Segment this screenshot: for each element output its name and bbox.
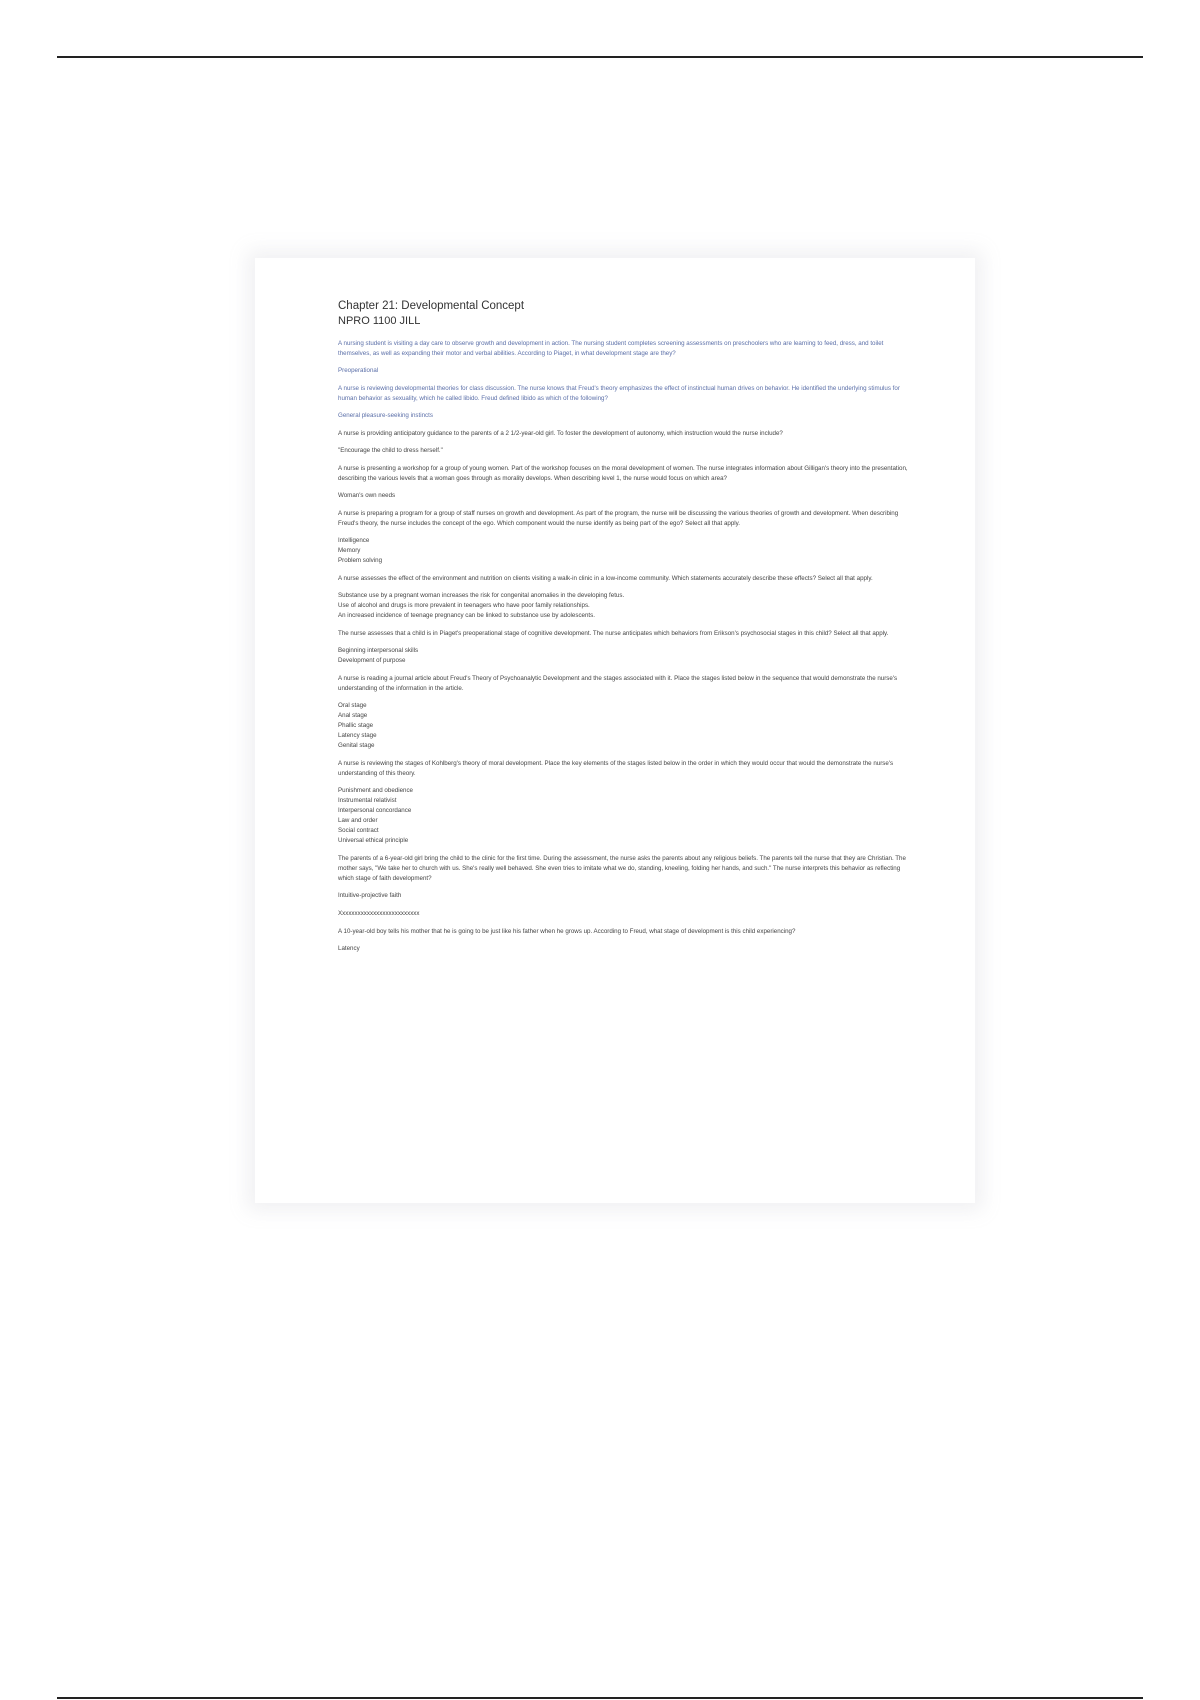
answer-text: Latency stage xyxy=(338,732,377,739)
question-text: A nurse is reviewing developmental theories for class discussion. The nurse knows that Freud's theory emphasizes the effect of instinctual human drives on behavior. He identified the underlying stimulus for human behavior as sexuality, which he called libido. Freud defined libido as which of the following? xyxy=(338,385,900,402)
question-text: A 10-year-old boy tells his mother that he is going to be just like his father when he grows up. According to Freud, what stage of development is this child experiencing? xyxy=(338,928,796,935)
question-text: A nurse is preparing a program for a group of staff nurses on growth and development. As part of the program, the nurse will be discussing the various theories of growth and development. When describing Freud's theory, the nurse includes the concept of the ego. Which component would the nurse identify as being part of the ego? Select all that apply. xyxy=(338,510,899,527)
answer-text: Intelligence xyxy=(338,537,370,544)
answer-list xyxy=(338,701,916,751)
answer-text: Latency xyxy=(338,945,360,952)
answer-list xyxy=(338,891,916,901)
answer-list xyxy=(338,411,916,421)
question-text: The nurse assesses that a child is in Piaget's preoperational stage of cognitive development. The nurse anticipates which behaviors from Erikson's psychosocial stages in this child? Select all that apply. xyxy=(338,630,889,637)
answer-text: Instrumental relativist xyxy=(338,797,397,804)
bottom-rule xyxy=(57,1697,1143,1699)
question-text: A nurse is presenting a workshop for a group of young women. Part of the workshop focuses on the moral development of women. The nurse integrates information about Gilligan's theory into the presentation, describing the various levels that a woman goes through as morality develops. When describing level 1, the nurse would focus on which area? xyxy=(338,465,908,482)
answer-text: Genital stage xyxy=(338,742,375,749)
answer-text: Intuitive-projective faith xyxy=(338,892,402,899)
answer-text: Problem solving xyxy=(338,557,383,564)
answer-text: Punishment and obedience xyxy=(338,787,413,794)
answer-list xyxy=(338,491,916,501)
answer-text: Beginning interpersonal skills xyxy=(338,647,419,654)
scanned-document xyxy=(255,258,975,1203)
answer-list xyxy=(338,591,916,621)
answer-text: Phallic stage xyxy=(338,722,374,729)
answer-text: Universal ethical principle xyxy=(338,837,409,844)
answer-list xyxy=(338,446,916,456)
question-text: A nurse is providing anticipatory guidance to the parents of a 2 1/2-year-old girl. To foster the development of autonomy, which instruction would the nurse include? xyxy=(338,430,783,437)
answer-list xyxy=(338,786,916,846)
answer-text: Substance use by a pregnant woman increases the risk for congenital anomalies in the developing fetus. xyxy=(338,592,625,599)
answer-text: Law and order xyxy=(338,817,378,824)
answer-text: Use of alcohol and drugs is more prevalent in teenagers who have poor family relationships. xyxy=(338,602,590,609)
answer-text: Social contract xyxy=(338,827,379,834)
document-body xyxy=(338,298,916,962)
question-text: A nurse assesses the effect of the environment and nutrition on clients visiting a walk-in clinic in a low-income community. Which statements accurately describe these effects? Select all that apply. xyxy=(338,575,873,582)
document-subtitle: NPRO 1100 JILL xyxy=(338,315,421,327)
answer-text: Xxxxxxxxxxxxxxxxxxxxxxxxxx xyxy=(338,910,420,917)
answer-list xyxy=(338,944,916,954)
document-title: Chapter 21: Developmental Concept xyxy=(338,300,525,312)
answer-list xyxy=(338,646,916,666)
answer-text: Memory xyxy=(338,547,361,554)
answer-text: Development of purpose xyxy=(338,657,406,664)
answer-text: Interpersonal concordance xyxy=(338,807,412,814)
question-text: A nurse is reviewing the stages of Kohlberg's theory of moral development. Place the key elements of the stages listed below in the order in which they would occur that would the demonstrate the nurse's understanding of this theory. xyxy=(338,760,894,777)
answer-text: "Encourage the child to dress herself." xyxy=(338,447,443,454)
answer-text: Oral stage xyxy=(338,702,367,709)
question-list xyxy=(338,339,916,954)
answer-list xyxy=(338,536,916,566)
question-text: A nursing student is visiting a day care to observe growth and development in action. The nursing student completes screening assessments on preschoolers who are learning to feed, dress, and toilet themselves, as well as expanding their motor and verbal abilities. According to Piaget, in what development stage are they? xyxy=(338,340,884,357)
top-rule xyxy=(57,56,1143,58)
answer-text: General pleasure-seeking instincts xyxy=(338,412,433,419)
question-text: A nurse is reading a journal article about Freud's Theory of Psychoanalytic Development and the stages associated with it. Place the stages listed below in the sequence that would demonstrate the nurse's understanding of the information in the article. xyxy=(338,675,898,692)
answer-text: An increased incidence of teenage pregnancy can be linked to substance use by adolescents. xyxy=(338,612,595,619)
answer-text: Anal stage xyxy=(338,712,368,719)
answer-text: Woman's own needs xyxy=(338,492,396,499)
answer-text: Preoperational xyxy=(338,367,379,374)
question-text: The parents of a 6-year-old girl bring the child to the clinic for the first time. During the assessment, the nurse asks the parents about any religious beliefs. The parents tell the nurse that they are Christian. The mother says, "We take her to church with us. She's really well behaved. She even tries to imitate what we do, standing, kneeling, folding her hands, and such." The nurse interprets this behavior as reflecting which stage of faith development? xyxy=(338,855,906,882)
answer-list xyxy=(338,909,916,919)
answer-list xyxy=(338,366,916,376)
